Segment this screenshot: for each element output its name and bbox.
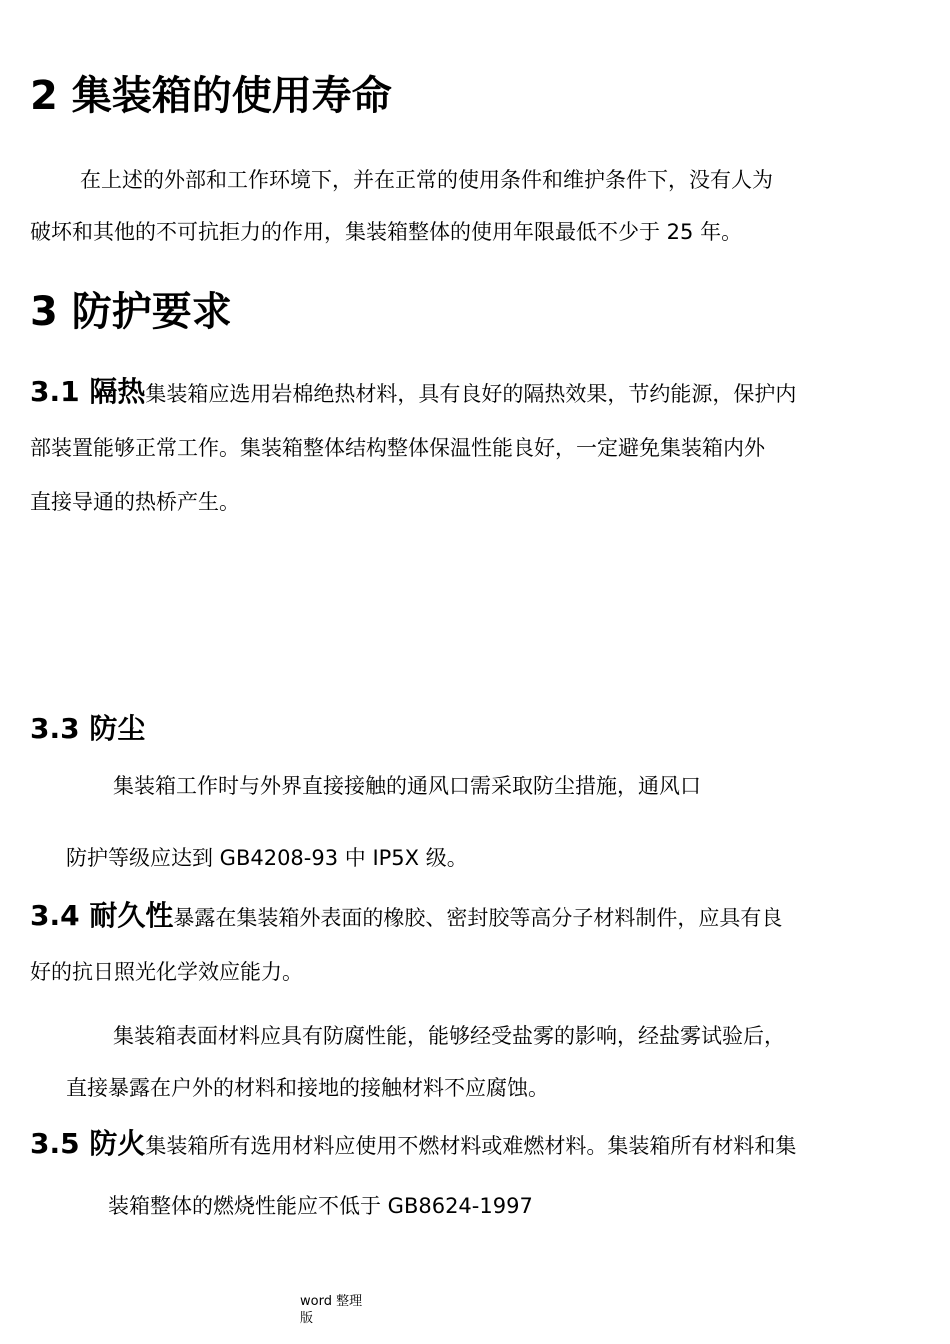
section-2-paragraph-line-1: 在上述的外部和工作环境下，并在正常的使用条件和维护条件下，没有人为	[80, 168, 773, 192]
section-3-4-heading: 3.4 耐久性	[30, 899, 174, 932]
section-3-3-line-1: 集装箱工作时与外界直接接触的通风口需采取防尘措施，通风口	[113, 774, 701, 798]
section-3-3-heading: 3.3 防尘	[30, 712, 146, 745]
page-footer: word 整理版	[300, 1294, 363, 1326]
section-3-1-line-1	[30, 375, 797, 408]
section-2-heading: 2 集装箱的使用寿命	[30, 73, 392, 119]
section-3-4-text-1: 暴露在集装箱外表面的橡胶、密封胶等高分子材料制件，应具有良	[173, 906, 783, 930]
section-3-5-heading: 3.5 防火	[30, 1127, 146, 1160]
section-3-1-heading: 3.1 隔热	[30, 375, 146, 408]
section-3-1-text-1: 集装箱应选用岩棉绝热材料，具有良好的隔热效果，节约能源，保护内	[145, 382, 797, 406]
section-3-1-line-3: 直接导通的热桥产生。	[30, 490, 240, 514]
section-3-5-line-1	[30, 1127, 797, 1160]
section-3-heading: 3 防护要求	[30, 289, 232, 335]
section-3-4-line-3: 集装箱表面材料应具有防腐性能，能够经受盐雾的影响，经盐雾试验后，	[113, 1024, 785, 1048]
section-3-4-line-1	[30, 899, 783, 932]
section-3-4-line-4: 直接暴露在户外的材料和接地的接触材料不应腐蚀。	[66, 1076, 549, 1100]
section-3-4-line-2: 好的抗日照光化学效应能力。	[30, 960, 303, 984]
section-3-1-line-2: 部装置能够正常工作。集装箱整体结构整体保温性能良好，一定避免集装箱内外	[30, 436, 765, 460]
section-2-paragraph-line-2: 破坏和其他的不可抗拒力的作用，集装箱整体的使用年限最低不少于 25 年。	[30, 220, 743, 244]
section-3-5-line-2: 装箱整体的燃烧性能应不低于 GB8624-1997	[108, 1194, 533, 1218]
section-3-3-line-2: 防护等级应达到 GB4208-93 中 IP5X 级。	[66, 846, 468, 870]
section-3-5-text-1: 集装箱所有选用材料应使用不燃材料或难燃材料。集装箱所有材料和集	[145, 1134, 797, 1158]
